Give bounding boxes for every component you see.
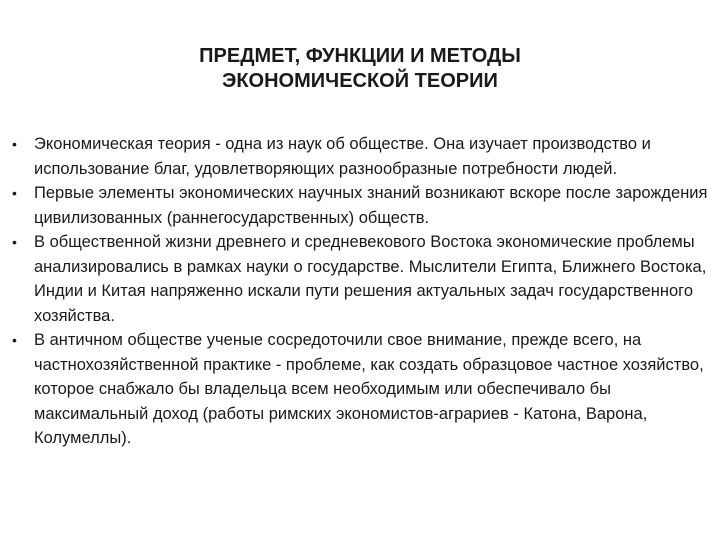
bullet-text: Экономическая теория - одна из наук об обществе. Она изучает производство и использование благ, удовлетворяющих разнообразные потребности людей. [34,135,651,178]
bullet-text: В античном обществе ученые сосредоточили свое внимание, прежде всего, на частнохозяйственной практике - проблеме, как создать образцовое частное хозяйство, которое снабжало бы владельца всем необходимым или обеспечивало бы максимальный доход (работы римских экономистов-аграриев - Катона, Варона, Колумеллы). [34,331,704,447]
slide-title [80,44,640,94]
bullet-item [12,181,712,230]
bullet-item [12,328,712,451]
bullet-item [12,230,712,328]
slide-title-line-1: ПРЕДМЕТ, ФУНКЦИИ И МЕТОДЫ [199,45,521,67]
bullet-dot-icon: • [12,332,17,348]
bullet-dot-icon: • [12,185,17,201]
slide-title-line-2: ЭКОНОМИЧЕСКОЙ ТЕОРИИ [222,70,498,92]
bullet-dot-icon: • [12,234,17,250]
bullet-text: Первые элементы экономических научных знаний возникают вскоре после зарождения цивилизованных (раннегосударственных) обществ. [34,184,708,227]
bullet-list [12,132,712,451]
bullet-text: В общественной жизни древнего и средневекового Востока экономические проблемы анализировались в рамках науки о государстве. Мыслители Египта, Ближнего Востока, Индии и Китая напряженно искали пути решения актуальных задач государственного хозяйства. [34,233,707,325]
bullet-dot-icon: • [12,136,17,152]
bullet-item [12,132,712,181]
